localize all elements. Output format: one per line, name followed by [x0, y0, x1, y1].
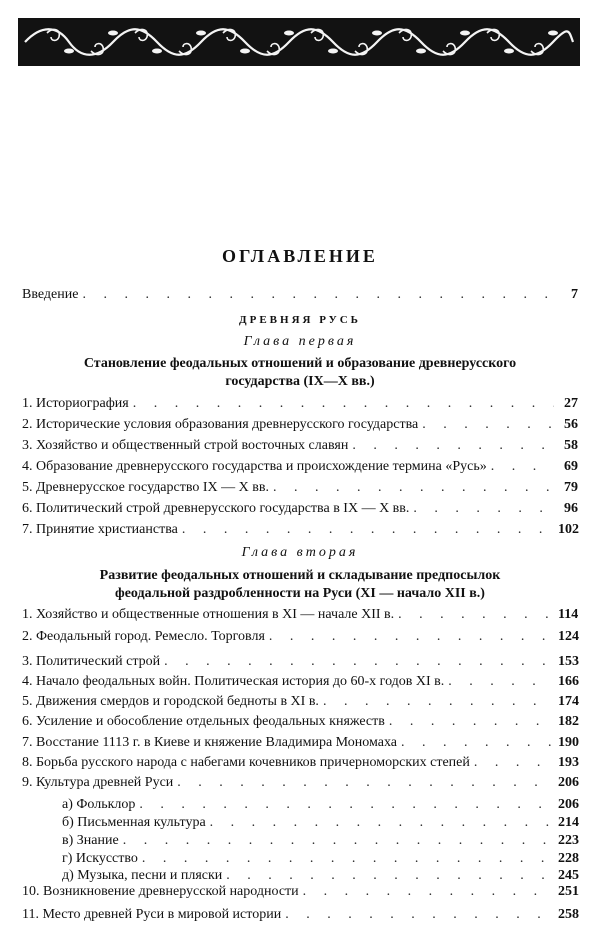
toc-page-number: 58 [564, 438, 578, 453]
toc-entry-ch1-2[interactable] [22, 415, 578, 435]
toc-entry-ch1-7[interactable] [22, 520, 578, 540]
toc-entry-label: 6. Усиление и обособление отдельных феодальных княжеств [22, 714, 385, 729]
toc-entry-label: 1. Историография [22, 396, 129, 411]
toc-entry-label: 1. Хозяйство и общественные отношения в XI — начале XII в. [22, 607, 395, 622]
vine-ornament-icon [21, 21, 577, 63]
toc-entry-label: 8. Борьба русского народа с набегами кочевников причерноморских степей [22, 755, 470, 770]
toc-subentry-c[interactable] [62, 831, 578, 851]
toc-entry-ch1-5[interactable] [22, 478, 578, 498]
dot-leader [398, 605, 554, 625]
dot-leader [269, 627, 554, 647]
toc-entry-ch2-2[interactable] [22, 627, 578, 647]
chapter-2-title [40, 567, 560, 603]
toc-page-number: 251 [558, 884, 579, 899]
toc-entry-ch2-8[interactable] [22, 753, 578, 773]
dot-leader [164, 652, 554, 672]
toc-entry-ch2-5[interactable] [22, 692, 578, 712]
toc-entry-label: в) Знание [62, 833, 119, 848]
chapter-1-title-line2: государства (IX—X вв.) [225, 374, 375, 389]
toc-entry-label: а) Фольклор [62, 797, 136, 812]
toc-page-number: 69 [564, 459, 578, 474]
toc-page-number: 7 [571, 287, 578, 302]
toc-entry-ch1-4[interactable] [22, 457, 578, 477]
dot-leader [422, 415, 554, 435]
toc-entry-ch2-11[interactable] [22, 905, 578, 925]
dot-leader [448, 672, 554, 692]
toc-entry-label: 6. Политический строй древнерусского государства в IX — X вв. [22, 501, 410, 516]
toc-entry-label: 2. Исторические условия образования древнерусского государства [22, 417, 419, 432]
toc-entry-label: 4. Начало феодальных войн. Политическая история до 60-х годов XI в. [22, 674, 445, 689]
toc-entry-ch1-6[interactable] [22, 499, 578, 519]
toc-entry-label: 2. Феодальный город. Ремесло. Торговля [22, 629, 265, 644]
toc-page-number: 193 [558, 755, 579, 770]
toc-entry-label: 3. Политический строй [22, 654, 161, 669]
toc-entry-ch2-6[interactable] [22, 712, 578, 732]
toc-entry-ch2-9[interactable] [22, 773, 578, 793]
dot-leader [352, 436, 554, 456]
dot-leader [303, 882, 554, 902]
toc-page-number: 174 [558, 694, 579, 709]
toc-page-number: 214 [558, 815, 579, 830]
dot-leader [210, 813, 554, 833]
dot-leader [133, 394, 554, 414]
toc-subentry-a[interactable] [62, 795, 578, 815]
toc-entry-label: 5. Древнерусское государство IX — X вв. [22, 480, 269, 495]
toc-page-number: 245 [558, 868, 579, 883]
dot-leader [413, 499, 554, 519]
toc-entry-label: 5. Движения смердов и городской бедноты в XI в. [22, 694, 319, 709]
toc-subentry-b[interactable] [62, 813, 578, 833]
toc-entry-label: 9. Культура древней Руси [22, 775, 174, 790]
dot-leader [177, 773, 554, 793]
toc-page-number: 114 [558, 607, 579, 622]
dot-leader [139, 795, 554, 815]
toc-page-number: 153 [558, 654, 579, 669]
toc-page-number: 124 [558, 629, 579, 644]
dot-leader [82, 285, 554, 305]
toc-entry-ch2-3[interactable] [22, 652, 578, 672]
toc-page-number: 102 [558, 522, 579, 537]
dot-leader [401, 733, 554, 753]
toc-entry-label: д) Музыка, песни и пляски [62, 868, 223, 883]
dot-leader [323, 692, 554, 712]
toc-entry-ch1-3[interactable] [22, 436, 578, 456]
toc-entry-label: Введение [22, 287, 79, 302]
toc-entry-ch2-4[interactable] [22, 672, 578, 692]
toc-page-number: 206 [558, 797, 579, 812]
toc-page-number: 190 [558, 735, 579, 750]
toc-entry-ch2-7[interactable] [22, 733, 578, 753]
toc-entry-label: 3. Хозяйство и общественный строй восточных славян [22, 438, 349, 453]
toc-page-number: 182 [558, 714, 579, 729]
dot-leader [389, 712, 554, 732]
dot-leader [474, 753, 554, 773]
toc-page-number: 56 [564, 417, 578, 432]
toc-entry-label: 7. Принятие христианства [22, 522, 178, 537]
toc-entry-ch2-1[interactable] [22, 605, 578, 625]
toc-page-number: 27 [564, 396, 578, 411]
toc-page-number: 166 [558, 674, 579, 689]
chapter-1-title [40, 355, 560, 391]
toc-entry-label: 4. Образование древнерусского государства и происхождение термина «Русь» [22, 459, 487, 474]
toc-page-number: 258 [558, 907, 579, 922]
dot-leader [182, 520, 554, 540]
dot-leader [491, 457, 554, 477]
chapter-2-label: Глава вторая [241, 545, 359, 560]
toc-entry-label: 10. Возникновение древнерусской народности [22, 884, 299, 899]
toc-page-number: 223 [558, 833, 579, 848]
chapter-2-title-line2: феодальной раздробленности на Руси (XI — начало XII в.) [115, 586, 485, 601]
chapter-1-label: Глава первая [243, 334, 357, 349]
chapter-2-title-line1: Развитие феодальных отношений и складывание предпосылок [99, 568, 501, 583]
toc-entry-ch2-10[interactable] [22, 882, 578, 902]
toc-entry-ch1-1[interactable] [22, 394, 578, 414]
ornamental-header-banner [18, 18, 580, 66]
part-title: ДРЕВНЯЯ РУСЬ [239, 314, 361, 326]
toc-entry-label: б) Письменная культура [62, 815, 206, 830]
toc-page-number: 206 [558, 775, 579, 790]
dot-leader [123, 831, 554, 851]
toc-entry-intro[interactable] [22, 285, 578, 305]
page-title: ОГЛАВЛЕНИЕ [222, 246, 378, 266]
dot-leader [273, 478, 554, 498]
toc-entry-label: г) Искусство [62, 851, 138, 866]
toc-page-number: 79 [564, 480, 578, 495]
chapter-1-title-line1: Становление феодальных отношений и образование древнерусского [83, 356, 517, 371]
toc-page-number: 228 [558, 851, 579, 866]
toc-page-number: 96 [564, 501, 578, 516]
toc-entry-label: 7. Восстание 1113 г. в Киеве и княжение Владимира Мономаха [22, 735, 398, 750]
toc-entry-label: 11. Место древней Руси в мировой истории [22, 907, 282, 922]
dot-leader [285, 905, 554, 925]
